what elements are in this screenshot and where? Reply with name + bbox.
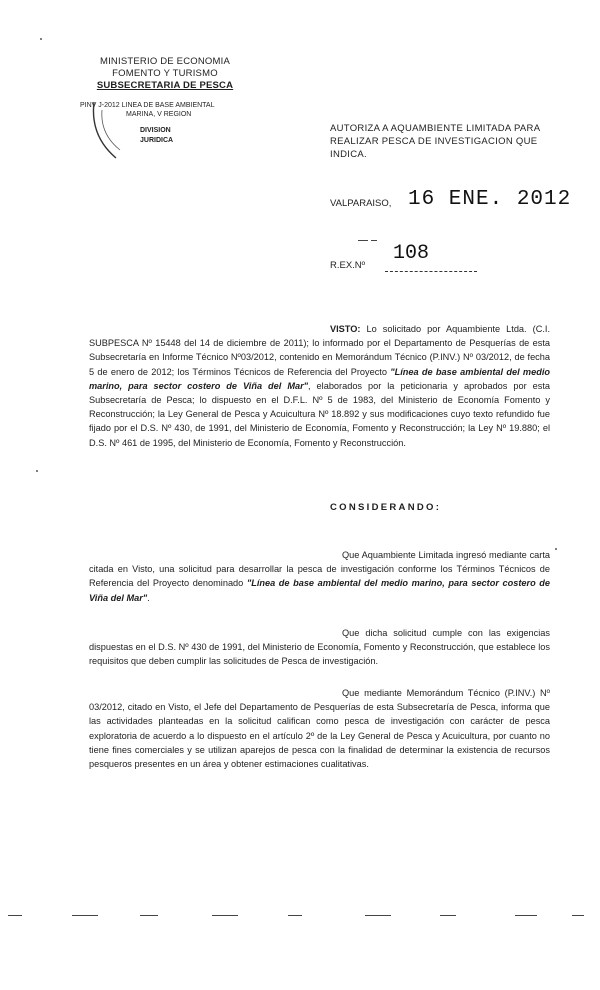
ministry-line-3: SUBSECRETARIA DE PESCA xyxy=(96,80,234,91)
date-label: VALPARAISO, xyxy=(330,198,392,209)
stamp-line-3: JURIDICA xyxy=(140,137,174,144)
considerando-3-lead: Que mediante Memorándum Técnico (P.INV.) Nº xyxy=(342,688,550,698)
considerando-1-lead: Que Aquambiente Limitada ingresó mediante xyxy=(342,550,527,560)
considerando-2-lead: Que dicha solicitud cumple con las exigencias xyxy=(342,628,550,638)
considerando-1-title: "Línea de base ambiental del medio marino, para sector costero de Viña del Mar" xyxy=(89,578,550,603)
resolution-number: 108 xyxy=(393,242,430,265)
considerando-3-text: 03/2012, citado en Visto, el Jefe del Departamento de Pesquerías de esta Subsecretaría de Pesca, informa que las actividades planteadas en la solicitud califican como pesca de investigación con carácter de pesca exploratoria de acuerdo a lo dispuesto en el artículo 2º de la Ley General de Pesca y Acuicultura, por cuanto no tiene fines comerciales y se utilizan aparejos de pesca con la finalidad de determinar la existencia de recursos pesqueros presentes en un área y obtener estimaciones cualitativas. xyxy=(89,702,550,770)
considerando-2-text: dispuestas en el D.S. Nº 430 de 1991, del Ministerio de Economía, Fomento y Reconstrucción, que establece los requisitos que deben cumplir las solicitudes de Pesca de investigación. xyxy=(89,642,550,667)
visto-text-1: Lo solicitado por Aquambiente Ltda. (C.I. SUBPESCA Nº 15448 del 14 de diciembre de 2011); lo informado por el Departamento de Pesquerías de esta Subsecretaría en Informe Técnico Nº03/2012, contenido en Memorándum Técnico (P.INV.) Nº 03/2012, de fecha 5 de enero de 2012; los Términos Técnicos de Referencia del Proyecto xyxy=(89,324,550,377)
reference-code: PINV J-2012 LINEA DE BASE AMBIENTAL xyxy=(80,102,215,109)
date-stamp: 16 ENE. 2012 xyxy=(408,188,572,211)
visto-project-title: "Línea de base ambiental del medio marino, para sector costero de Viña del Mar" xyxy=(89,366,550,391)
stamp-line-1: MARINA, V REGION xyxy=(126,111,192,118)
considerando-heading: CONSIDERANDO: xyxy=(330,502,442,513)
visto-text-2: , elaborados por la peticionaria y aprobados por esta Subsecretaría de Pesca; lo dispuesto en el D.F.L. Nº 5 de 1983, del Ministerio de Economía Fomento y Reconstrucción; la Ley General de Pesca y Acuicultura Nº 18.892 y sus modificaciones cuyo texto refundido fue fijado por el D.S. Nº 430, de 1991, del Ministerio de Economía, Fomento y Reconstrucción; la Ley Nº 19.880; el D.S. Nº 461 de 1995, del Ministerio de Economía, Fomento y Reconstrucción. xyxy=(89,380,550,448)
considerando-paragraph-2 xyxy=(89,626,550,669)
ministry-header xyxy=(80,56,250,92)
division-stamp xyxy=(86,96,236,162)
resolution-label: R.EX.Nº xyxy=(330,260,366,271)
ministry-line-1: MINISTERIO DE ECONOMIA xyxy=(99,56,231,67)
visto-paragraph xyxy=(89,322,550,450)
considerando-paragraph-1 xyxy=(89,548,550,605)
stamp-line-2: DIVISION xyxy=(140,127,171,134)
visto-label: VISTO: xyxy=(330,324,361,334)
ministry-line-2: FOMENTO Y TURISMO xyxy=(112,68,218,79)
considerando-paragraph-3 xyxy=(89,686,550,771)
resolution-number-line xyxy=(385,271,477,272)
considerando-1-text: carta citada en Visto, una solicitud para desarrollar la pesca de investigación conforme los Términos Técnicos de Referencia del Proyecto denominado xyxy=(89,550,550,589)
considerando-1-end: . xyxy=(147,592,150,603)
document-subject: AUTORIZA A AQUAMBIENTE LIMITADA PARA REALIZAR PESCA DE INVESTIGACION QUE INDICA. xyxy=(330,123,540,160)
